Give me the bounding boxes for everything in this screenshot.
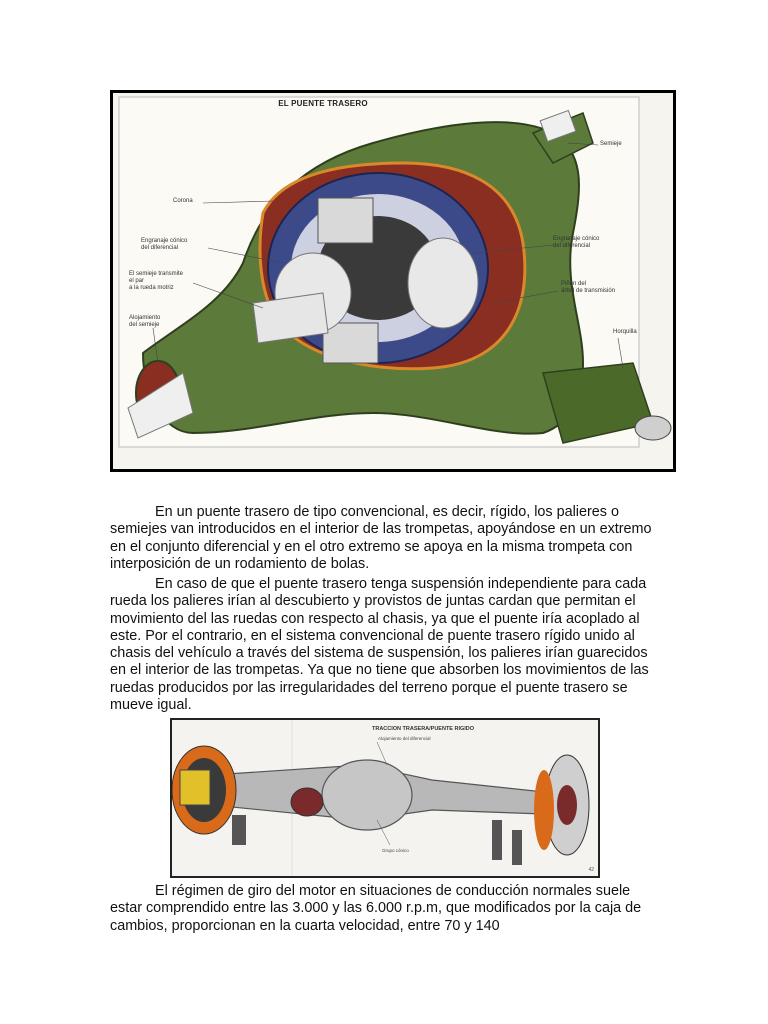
label-corona: Corona (173, 198, 193, 204)
label-grupo-conico: Grupo cónico (382, 848, 409, 853)
figure2-title: TRACCION TRASERA/PUENTE RIGIDO (372, 726, 475, 732)
rear-axle-cutaway-figure (110, 90, 676, 472)
label-horquilla: Horquilla (613, 329, 637, 335)
label-alojamiento-diferencial: Alojamiento del diferencial (378, 736, 431, 741)
label-engranaje-conico-right: Engranaje cónico del diferencial (553, 236, 600, 249)
label-pinon: Piñón del árbol de transmisión (561, 281, 616, 294)
paragraph-2: En caso de que el puente trasero tenga suspensión independiente para cada rueda los palieres irían al descubierto y provistos de juntas cardan que permitan el movimiento del las ruedas con respecto al chasis, ya que el puente iría acoplado al este. Por el contrario, en el sistema convencional de puente trasero rígido unido al chasis del vehículo a través del sistema de suspensión, los palieres irían guarecidos en el interior de las trompetas. Ya que no tiene que absorben los movimientos de las ruedas producidos por las irregularidades del terreno porque el puente trasero se mueve igual. (110, 576, 649, 714)
paragraph-3: El régimen de giro del motor en situaciones de conducción normales suele estar comprendido entre las 3.000 y las 6.000 r.p.m, que modificados por la caja de cambios, proporcionan en la cuarta velocidad, entre 70 y 140 (110, 883, 642, 934)
label-semieje: Semieje (600, 141, 622, 147)
paragraph-1: En un puente trasero de tipo convencional, es decir, rígido, los palieres o semiejes van introducidos en el interior de las trompetas, apoyándose en un extremo en el conjunto diferencial y en el otro extremo se apoya en la misma trompeta con interposición de un rodamiento de bolas. (110, 504, 652, 572)
label-engranaje-conico-left: Engranaje cónico del diferencial (141, 238, 188, 251)
label-alojamiento: Alojamiento del semieje (129, 315, 161, 328)
label-semieje-transmite: El semieje transmite el par a la rueda motriz (129, 271, 184, 291)
figure-title: EL PUENTE TRASERO (278, 99, 368, 108)
rigid-axle-figure (170, 718, 600, 878)
figure2-page-number: 42 (588, 867, 594, 873)
